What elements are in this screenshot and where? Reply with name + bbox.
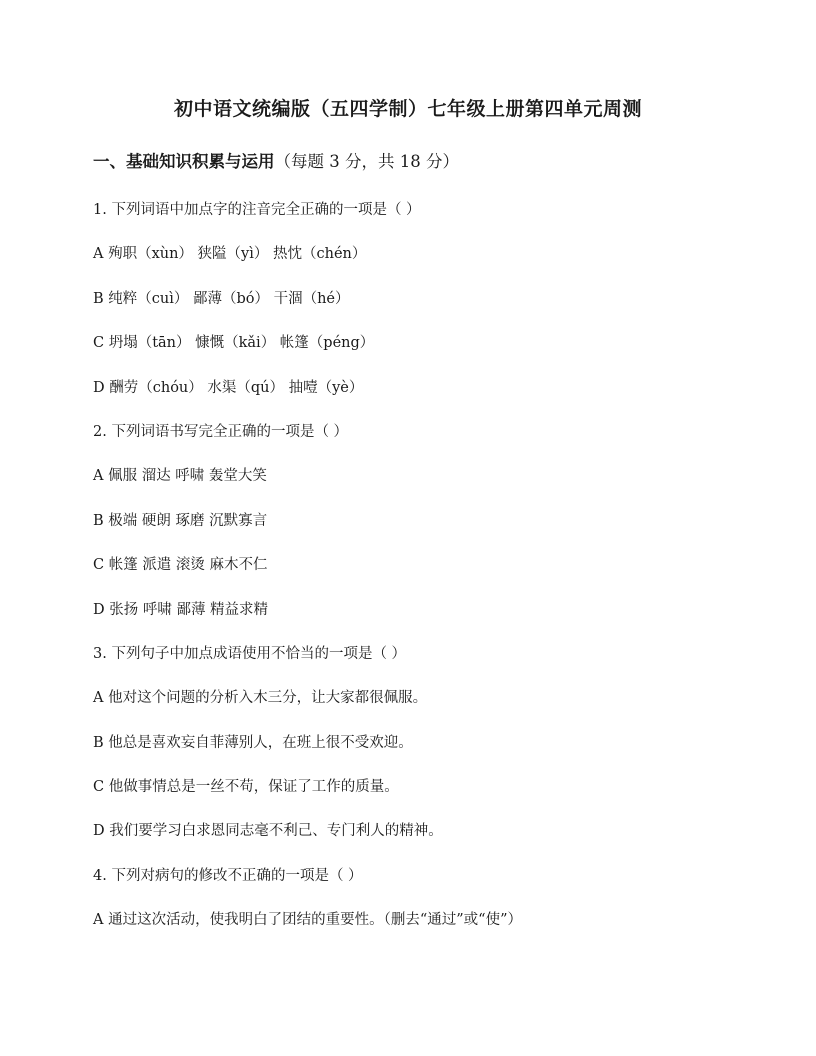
question-4-stem: 4. 下列对病句的修改不正确的一项是（ ） [93, 867, 363, 884]
section-heading-text: 一、基础知识积累与运用 [93, 152, 275, 171]
question-1-option-d: D 酬劳（chóu） 水渠（qú） 抽噎（yè） [93, 379, 364, 396]
question-4-option-a: A 通过这次活动，使我明白了团结的重要性。（删去“通过”或“使”） [93, 912, 522, 929]
document-title: 初中语文统编版（五四学制）七年级上册第四单元周测 [173, 98, 642, 120]
question-list [93, 199, 773, 954]
question-3-option-a: A 他对这个问题的分析入木三分，让大家都很佩服。 [93, 690, 428, 707]
question-1-option-c: C 坍塌（tān） 慷慨（kǎi） 帐篷（péng） [93, 335, 375, 352]
question-1-stem: 1. 下列词语中加点字的注音完全正确的一项是（ ） [93, 202, 421, 218]
question-3-option-d: D 我们要学习白求恩同志毫不利己、专门利人的精神。 [93, 823, 443, 840]
section-heading [93, 148, 459, 172]
question-2-option-c: C 帐篷 派遣 滚烫 麻木不仁 [93, 557, 268, 574]
question-3-stem: 3. 下列句子中加点成语使用不恰当的一项是（ ） [93, 645, 407, 662]
question-1-option-b: B 纯粹（cuì） 鄙薄（bó） 干涸（hé） [93, 290, 350, 307]
question-3-option-c: C 他做事情总是一丝不苟，保证了工作的质量。 [93, 779, 399, 796]
question-2-option-d: D 张扬 呼啸 鄙薄 精益求精 [93, 601, 269, 618]
question-1-option-a: A 殉职（xùn） 狭隘（yì） 热忱（chén） [93, 246, 367, 263]
question-3-option-b: B 他总是喜欢妄自菲薄别人，在班上很不受欢迎。 [93, 734, 413, 751]
question-2-stem: 2. 下列词语书写完全正确的一项是（ ） [93, 423, 349, 440]
section-score-note: （每题 3 分，共 18 分） [274, 152, 459, 171]
question-2-option-a: A 佩服 溜达 呼啸 轰堂大笑 [93, 468, 267, 485]
question-2-option-b: B 极端 硬朗 琢磨 沉默寡言 [93, 512, 268, 529]
